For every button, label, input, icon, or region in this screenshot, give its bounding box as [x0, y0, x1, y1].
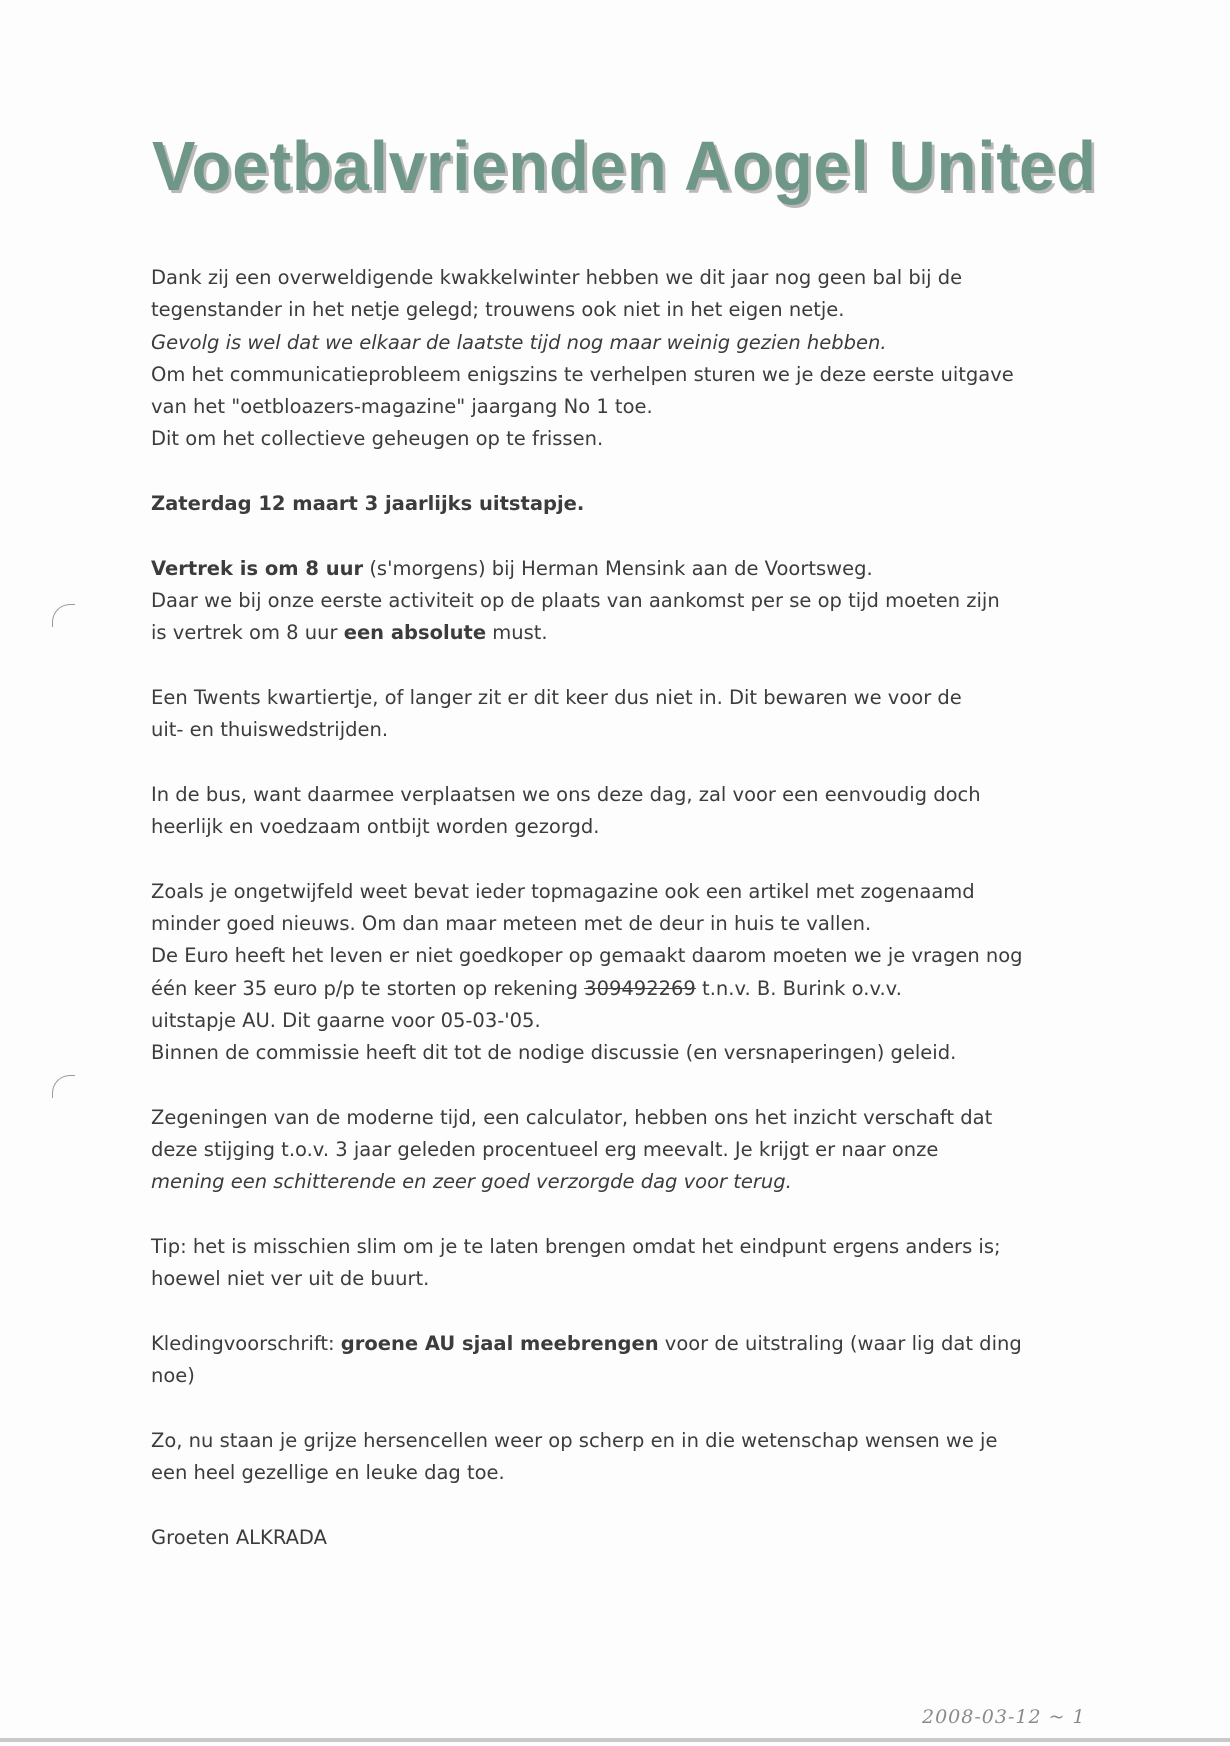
text-line: noe)	[151, 1364, 195, 1388]
date-heading: Zaterdag 12 maart 3 jaarlijks uitstapje.	[151, 492, 585, 516]
account-number: 309492269	[584, 976, 696, 1000]
calculator-paragraph	[151, 1102, 1091, 1199]
text-line: uit- en thuiswedstrijden.	[151, 718, 389, 742]
text-line	[151, 617, 1091, 649]
text-segment: is vertrek om 8 uur	[151, 621, 344, 645]
text-line: heerlijk en voedzaam ontbijt worden gezorgd.	[151, 815, 600, 839]
text-line	[151, 973, 1091, 1005]
punch-hole-mark	[52, 604, 75, 627]
text-line	[151, 553, 1091, 585]
emphasis: groene AU sjaal meebrengen	[340, 1331, 659, 1355]
text-segment: must.	[486, 621, 548, 645]
text-line: Dit om het collectieve geheugen op te frissen.	[151, 427, 604, 451]
text-line: Gevolg is wel dat we elkaar de laatste tijd nog maar weinig gezien hebben.	[151, 330, 887, 354]
punch-hole-mark	[52, 1075, 75, 1098]
handwritten-date-stamp: 2008-03-12 ~ 1	[922, 1706, 1086, 1728]
letter-body	[151, 262, 1091, 1554]
text-line: Zo, nu staan je grijze hersencellen weer op scherp en in die wetenschap wensen we je	[151, 1428, 998, 1452]
text-line: Een Twents kwartiertje, of langer zit er dit keer dus niet in. Dit bewaren we voor de	[151, 685, 962, 709]
tip-paragraph	[151, 1231, 1091, 1296]
text-line: tegenstander in het netje gelegd; trouwens ook niet in het eigen netje.	[151, 298, 845, 322]
text-segment: één keer 35 euro p/p te storten op rekening	[151, 976, 585, 1000]
text-line: van het "oetbloazers-magazine" jaargang No 1 toe.	[151, 395, 653, 419]
text-line: Dank zij een overweldigende kwakkelwinter hebben we dit jaar nog geen bal bij de	[151, 266, 963, 289]
scan-bottom-edge	[0, 1738, 1230, 1742]
text-line: In de bus, want daarmee verplaatsen we ons deze dag, zal voor een eenvoudig doch	[151, 782, 981, 806]
departure-time: Vertrek is om 8 uur	[151, 556, 364, 580]
text-line: De Euro heeft het leven er niet goedkoper op gemaakt daarom moeten we je vragen nog	[151, 944, 1023, 968]
departure-paragraph	[151, 553, 1091, 650]
text-line: een heel gezellige en leuke dag toe.	[151, 1460, 505, 1484]
text-line: deze stijging t.o.v. 3 jaar geleden procentueel erg meevalt. Je krijgt er naar onze	[151, 1138, 939, 1162]
emphasis: een absolute	[343, 621, 487, 645]
departure-location: (s'morgens) bij Herman Mensink aan de Voortsweg.	[363, 556, 873, 580]
text-line: Daar we bij onze eerste activiteit op de plaats van aankomst per se op tijd moeten zijn	[151, 588, 1000, 612]
intro-paragraph	[151, 262, 1091, 456]
page-title: Voetbalvrienden Aogel United	[152, 127, 1097, 205]
clothing-paragraph	[151, 1328, 1091, 1393]
text-line: uitstapje AU. Dit gaarne voor 05-03-'05.	[151, 1008, 541, 1032]
text-line: minder goed nieuws. Om dan maar meteen met de deur in huis te vallen.	[151, 911, 872, 935]
text-line: Binnen de commissie heeft dit tot de nodige discussie (en versnaperingen) geleid.	[151, 1041, 957, 1065]
closing-paragraph	[151, 1425, 1091, 1490]
text-segment: t.n.v. B. Burink o.v.v.	[695, 976, 902, 1000]
signature: Groeten ALKRADA	[151, 1525, 327, 1549]
text-line: Tip: het is misschien slim om je te laten brengen omdat het eindpunt ergens anders is;	[151, 1234, 1001, 1258]
text-line: Om het communicatieprobleem enigszins te verhelpen sturen we je deze eerste uitgave	[151, 362, 1014, 386]
text-line: hoewel niet ver uit de buurt.	[151, 1267, 430, 1291]
text-line: Zegeningen van de moderne tijd, een calculator, hebben ons het inzicht verschaft dat	[151, 1105, 993, 1129]
bus-paragraph	[151, 779, 1091, 844]
money-paragraph	[151, 876, 1091, 1070]
text-segment: Kledingvoorschrift:	[151, 1331, 341, 1355]
text-line: Zoals je ongetwijfeld weet bevat ieder topmagazine ook een artikel met zogenaamd	[151, 879, 975, 903]
text-line	[151, 1328, 1091, 1360]
twents-paragraph	[151, 682, 1091, 747]
text-segment: voor de uitstraling (waar lig dat ding	[658, 1331, 1022, 1355]
text-line: mening een schitterende en zeer goed verzorgde dag voor terug.	[151, 1170, 792, 1194]
